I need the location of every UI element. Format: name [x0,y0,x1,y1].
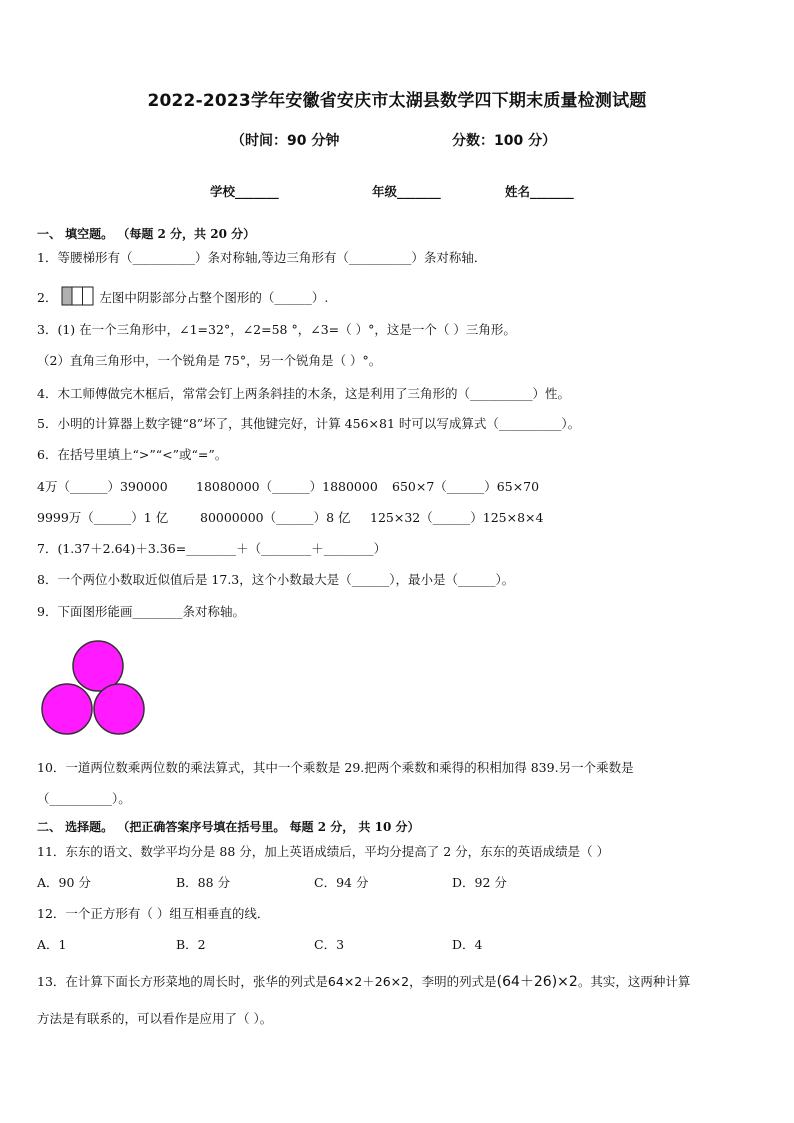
question-10b: （__________）。 [37,791,131,806]
question-4: 4．木工师傅做完木框后，常常会钉上两条斜挂的木条，这是利用了三角形的（__________）性。 [37,386,570,401]
q6-item: 9999万（______）1 亿 [37,510,169,525]
q12-option: C．3 [314,937,345,952]
question-10a: 10．一道两位数乘两位数的乘法算式，其中一个乘数是 29.把两个乘数和乘得的积相加得 839.另一个乘数是 [37,760,634,775]
q13-expression-2: (64＋26)×2 [496,974,578,990]
question-7: 7．(1.37＋2.64)＋3.36=________＋（________＋________） [37,541,387,556]
q11-option: B．88 分 [176,875,231,890]
name-field[interactable]: 姓名_______ [505,184,574,199]
q11-option: A．90 分 [37,875,91,890]
question-11: 11．东东的语文、数学平均分是 88 分，加上英语成绩后，平均分提高了 2 分，东东的英语成绩是（ ） [37,844,610,859]
q13-text-2: ，李明的列式是 [409,974,497,989]
question-2-number: 2． [37,290,58,305]
q6-item: 4万（______）390000 [37,479,168,494]
q13-expression-1: 64×2＋26×2 [327,974,410,989]
question-5: 5．小明的计算器上数字键“8”坏了，其他键完好，计算 456×81 时可以写成算式（__________）。 [37,416,581,431]
q12-option: D．4 [452,937,483,952]
shaded-rectangle-figure [61,286,95,306]
school-field[interactable]: 学校_______ [210,184,279,199]
circle-bottom-left [42,684,92,734]
exam-time: （时间：90 分钟 [231,133,340,149]
q6-item: 650×7（______）65×70 [392,479,540,494]
question-13b: 方法是有联系的，可以看作是应用了（ ）。 [37,1011,273,1026]
q11-option: D．92 分 [452,875,507,890]
circle-bottom-right [94,684,144,734]
question-3a: 3．(1) 在一个三角形中，∠1=32°，∠2=58 °，∠3=（ ）°，这是一个（ ）三角形。 [37,322,516,337]
question-8: 8．一个两位小数取近似值后是 17.3，这个小数最大是（______），最小是（______）。 [37,572,515,587]
q6-item: 125×32（______）125×8×4 [370,510,544,525]
q11-option: C．94 分 [314,875,369,890]
page-title: 2022-2023学年安徽省安庆市太湖县数学四下期末质量检测试题 [147,91,647,111]
question-2 [37,286,328,306]
q12-option: B．2 [176,937,206,952]
q6-item: 80000000（______）8 亿 [200,510,351,525]
q6-item: 18080000（______）1880000 [196,479,378,494]
q13-text-1: 13．在计算下面长方形菜地的周长时，张华的列式是 [37,974,328,989]
question-13a [37,974,690,990]
exam-score: 分数：100 分） [452,133,557,149]
question-1: 1．等腰梯形有（__________）条对称轴,等边三角形有（__________）条对称轴． [37,250,487,265]
question-6: 6．在括号里填上“>”“<”或“=”。 [37,447,228,462]
question-12: 12．一个正方形有（ ）组互相垂直的线． [37,906,270,921]
section-2-heading: 二、 选择题。 （把正确答案序号填在括号里。 每题 2 分， 共 10 分） [37,820,420,834]
question-2-text: 左图中阴影部分占整个图形的（______）. [99,290,329,305]
three-circles-figure [38,636,150,738]
grade-field[interactable]: 年级_______ [372,184,441,199]
q12-option: A．1 [37,937,67,952]
question-9: 9．下面图形能画________条对称轴。 [37,604,245,619]
q13-text-3: 。其实，这两种计算 [577,974,691,989]
question-3b: （2）直角三角形中，一个锐角是 75°，另一个锐角是（ ）°。 [37,353,382,368]
section-1-heading: 一、 填空题。 （每题 2 分，共 20 分） [37,227,256,241]
